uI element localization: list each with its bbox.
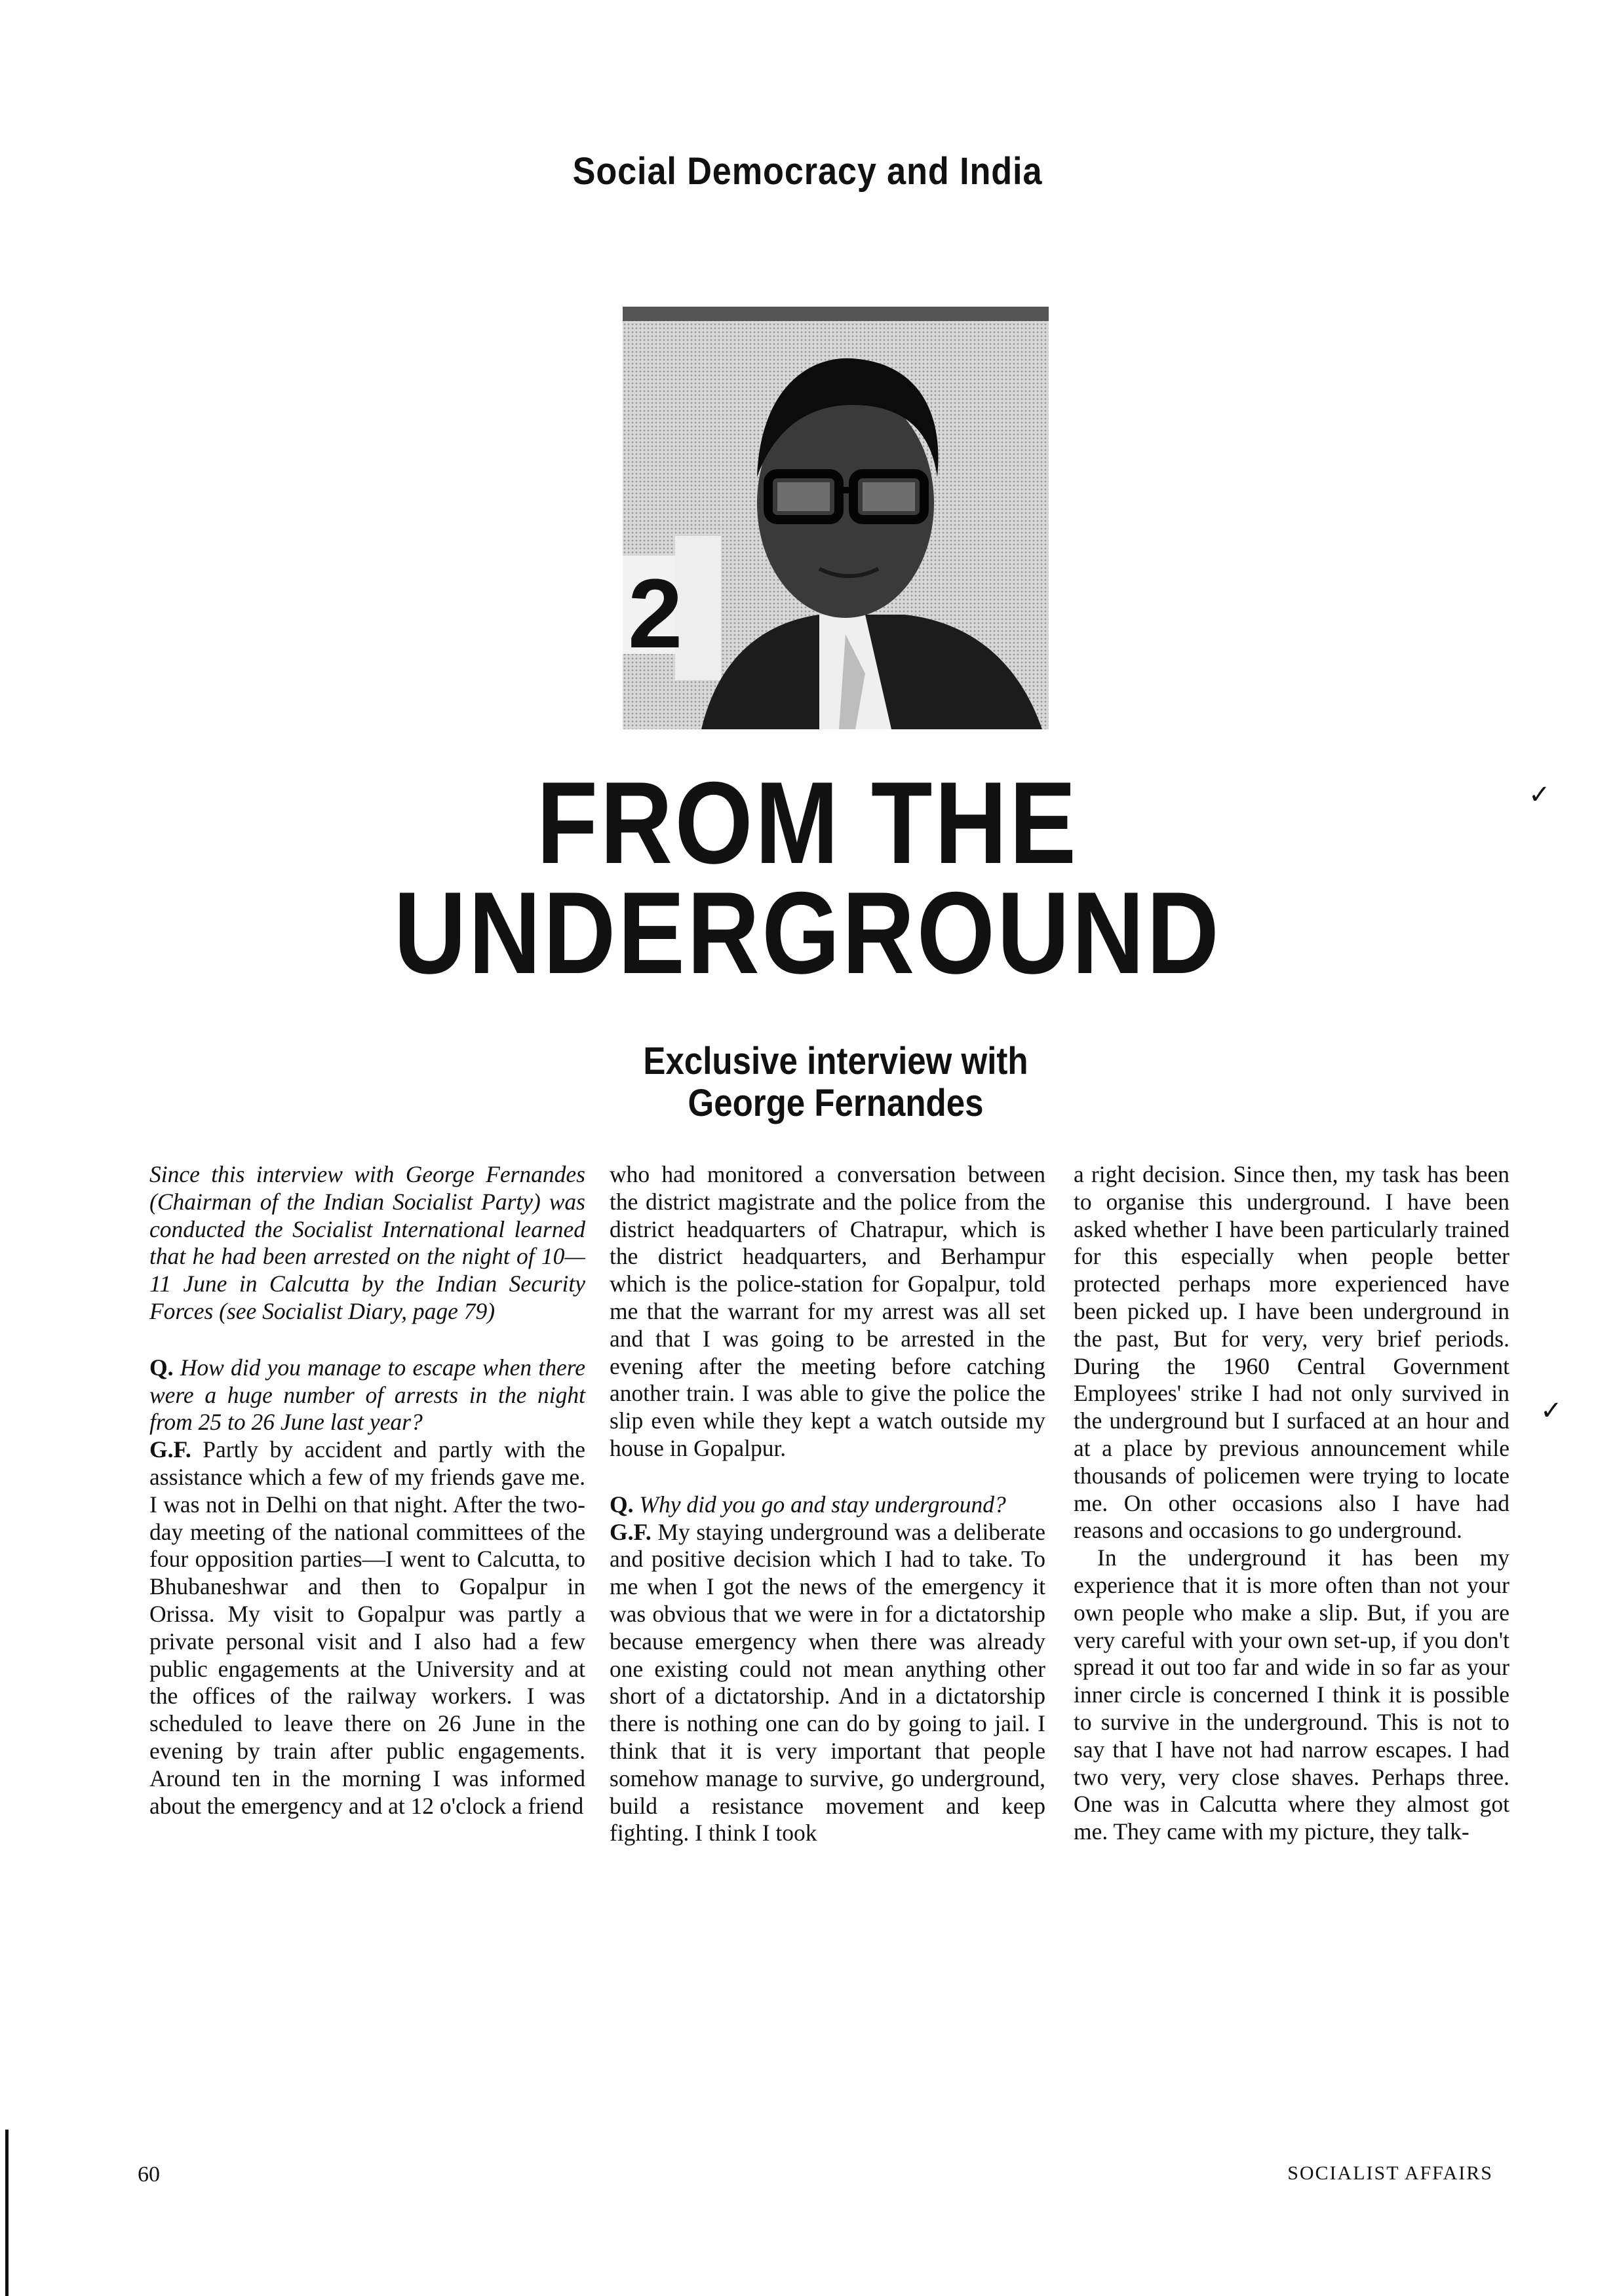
question-2: Q. Why did you go and stay underground? [610,1491,1006,1518]
intro-note: Since this interview with George Fernandes (Chairman of the Indian Socialist Party) was conducted the Socialist International learned that he had been arrested on the night of 10—11 June in Calcutta by the Indian Security Forces (see Socialist Diary, page 79) [149,1161,585,1324]
portrait-photo [623,307,1049,729]
answer-2-part-3: In the underground it has been my experience that it is more often than not your own people who make a slip. But, if you are very careful with your own set-up, if you don't spread it out too far and wide in so far as your inner circle is concerned I think it is possible to survive in the underground. This is not to say that I have not had narrow escapes. I had two very, very close shaves. Perhaps three. One was in Calcutta where they almost got me. They came with my picture, they talk- [1074,1544,1509,1845]
subheading-line-2: George Fernandes [688,1082,984,1124]
answer-1-part-1: G.F. Partly by accident and partly with the assistance which a few of my friends gave me. I was not in Delhi on that night. After the two-day meeting of the national committees of the four opposition parties—I went to Calcutta, to Bhubaneshwar and then to Gopalpur in Orissa. My visit to Gopalpur was partly a private personal visit and I also had a few public engagements at the University and at the offices of the railway workers. I was scheduled to leave there on 26 June in the evening by train after public engagements. Around ten in the morning I was informed about the emergency and at 12 o'clock a friend [149,1436,585,1819]
portrait-photo-icon [623,307,1049,729]
answer-2-part-2: a right decision. Since then, my task has been to organise this underground. I have been asked whether I have been particularly trained for this especially when people better protected perhaps more experienced have been picked up. I have been underground in the past, But for very, very brief periods. During the 1960 Central Government Employees' strike I had not only survived in the underground but I surfaced at an hour and at a place by previous announcement while thousands of policemen were trying to locate me. On other occasions also I have had reasons and occasions to go underground. [1074,1161,1509,1544]
text-column-3 [1074,1161,1509,1846]
page-number: 60 [138,2162,160,2187]
question-1: Q. How did you manage to escape when there were a huge number of arrests in the night from 25 to 26 June last year? [149,1354,586,1436]
headline-line-2: UNDERGROUND [393,868,1222,998]
answer-2-part-1: G.F. My staying underground was a deliberate and positive decision which I had to take. To me when I got the news of the emergency it was obvious that we were in for a dictatorship because emergency when there was already one existing could not mean anything other short of a dictatorship. And in a dictatorship there is nothing one can do by going to jail. I think that it is very important that people somehow manage to survive, go underground, build a resistance movement and keep fighting. I think I took [610,1518,1046,1846]
text-column-1 [149,1161,585,1820]
margin-check-mark-1: ✓ [1528,780,1551,810]
scan-edge-line [5,2130,9,2296]
subheading [577,1041,1095,1124]
margin-check-mark-2: ✓ [1540,1396,1563,1426]
section-heading: Social Democracy and India [572,150,1043,193]
journal-name: SOCIALIST AFFAIRS [1287,2162,1493,2184]
headline [0,757,1615,998]
headline-line-1: FROM THE [536,757,1079,888]
answer-1-part-2: who had monitored a conversation between the district magistrate and the police from the district headquarters of Chatrapur, which is the district headquarters, and Berhampur which is the police-station for Gopalpur, told me that the warrant for my arrest was all set and that I was going to be arrested in the evening after the meeting before catching another train. I was able to give the police the slip even while they kept a watch outside my house in Gopalpur. [610,1161,1045,1461]
photo-background-digit: 2 [628,558,683,668]
subheading-line-1: Exclusive interview with [643,1040,1028,1082]
text-column-2 [610,1161,1045,1847]
